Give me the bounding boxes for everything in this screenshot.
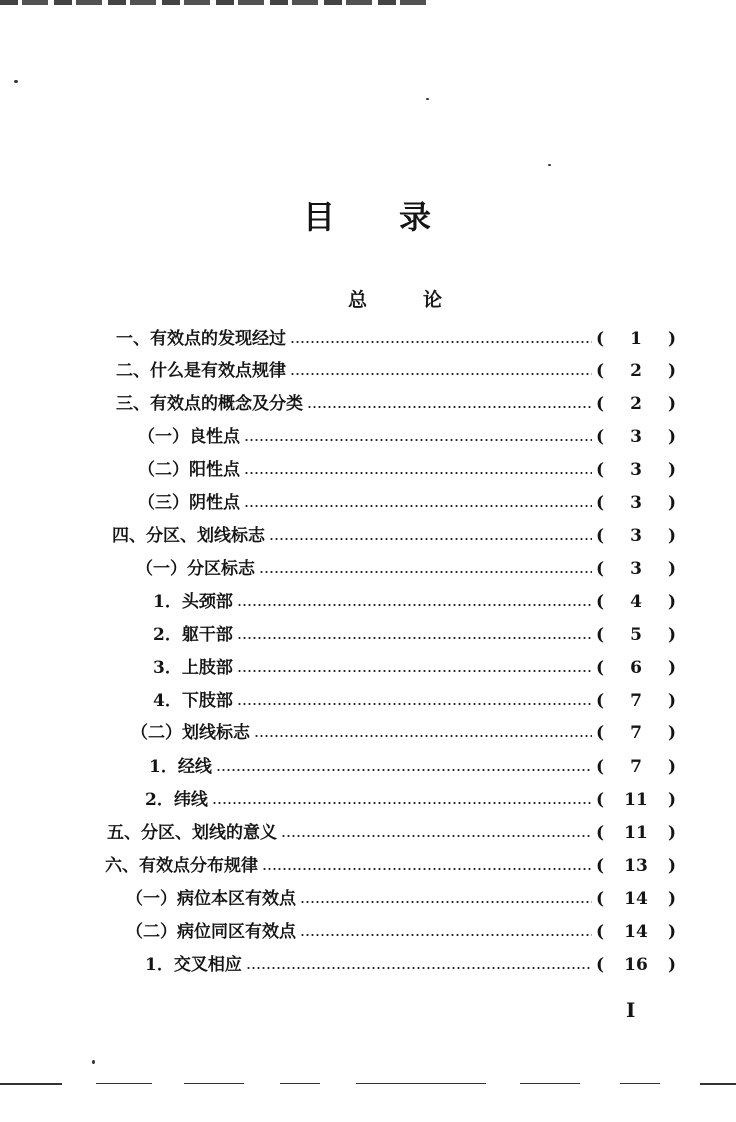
toc-page-number: 14 [624, 889, 648, 909]
toc-entry[interactable] [131, 720, 676, 746]
scan-bottom-artifact [520, 1083, 580, 1084]
toc-entry[interactable] [116, 326, 676, 352]
toc-leader-dots [300, 901, 592, 903]
toc-page-number: 11 [624, 823, 648, 843]
toc-leader-dots [212, 802, 592, 804]
toc-entry-label: 2．躯干部 [153, 625, 233, 645]
toc-entry-label: （一）良性点 [138, 427, 240, 447]
toc-entry[interactable] [126, 886, 676, 912]
toc-entry-page: ( 3 ) [592, 490, 676, 516]
toc-entry-label: 五、分区、划线的意义 [107, 823, 277, 843]
section-heading-char: 总 [347, 289, 367, 311]
toc-entry[interactable] [107, 820, 676, 846]
toc-page-number: 3 [630, 427, 642, 447]
toc-entry-label: 二、什么是有效点规律 [116, 361, 286, 381]
toc-entry-label: 3．上肢部 [153, 658, 233, 678]
toc-entry-page: ( 5 ) [592, 622, 676, 648]
toc-leader-dots [281, 835, 592, 837]
toc-leader-dots [290, 341, 592, 343]
toc-entry-page: ( 4 ) [592, 589, 676, 615]
scan-bottom-artifact [0, 1083, 62, 1085]
scan-bottom-artifact [700, 1083, 736, 1085]
toc-entry-label: （二）阳性点 [138, 460, 240, 480]
toc-entry[interactable] [153, 589, 676, 615]
toc-entry-page: ( 7 ) [592, 754, 676, 780]
toc-entry-label: （三）阴性点 [138, 493, 240, 513]
scan-bottom-artifact [96, 1083, 152, 1084]
toc-page-number: 2 [630, 361, 642, 381]
scan-speck [426, 98, 429, 100]
toc-page-number: 3 [630, 559, 642, 579]
scan-bottom-artifact [356, 1083, 486, 1084]
toc-entry[interactable] [116, 391, 676, 417]
toc-page-number: 7 [630, 723, 642, 743]
toc-entry-label: （二）划线标志 [131, 723, 250, 743]
toc-entry-page: ( 13 ) [592, 853, 676, 879]
toc-entry-page: ( 16 ) [592, 952, 676, 978]
section-heading-char: 论 [423, 289, 443, 311]
toc-entry-page: ( 3 ) [592, 424, 676, 450]
toc-leader-dots [254, 735, 592, 737]
toc-entry[interactable] [116, 358, 676, 384]
toc-entry[interactable] [126, 919, 676, 945]
toc-entry-page: ( 14 ) [592, 919, 676, 945]
toc-leader-dots [259, 571, 592, 573]
toc-entry[interactable] [145, 952, 676, 978]
toc-entry[interactable] [153, 688, 676, 714]
scan-bottom-artifact [280, 1083, 320, 1084]
toc-page-number: 7 [630, 757, 642, 777]
toc-page-number: 6 [630, 658, 642, 678]
toc-entry[interactable] [138, 424, 676, 450]
toc-leader-dots [237, 703, 592, 705]
toc-entry[interactable] [145, 787, 676, 813]
toc-entry-page: ( 7 ) [592, 720, 676, 746]
toc-page-number: 2 [630, 394, 642, 414]
toc-entry-page: ( 2 ) [592, 358, 676, 384]
scan-bottom-artifact [184, 1083, 244, 1084]
toc-entry-page: ( 11 ) [592, 787, 676, 813]
toc-page-number: 3 [630, 493, 642, 513]
toc-entry-page: ( 6 ) [592, 655, 676, 681]
toc-leader-dots [244, 505, 592, 507]
toc-entry-page: ( 7 ) [592, 688, 676, 714]
toc-entry-label: 1．头颈部 [153, 592, 233, 612]
toc-leader-dots [290, 373, 592, 375]
toc-page-number: 1 [630, 329, 642, 349]
toc-entry-label: （二）病位同区有效点 [126, 922, 296, 942]
toc-entry-page: ( 1 ) [592, 326, 676, 352]
toc-entry-label: 一、有效点的发现经过 [116, 329, 286, 349]
page-title-char: 录 [399, 198, 434, 236]
toc-entry[interactable] [153, 622, 676, 648]
toc-entry-page: ( 2 ) [592, 391, 676, 417]
toc-leader-dots [237, 670, 592, 672]
toc-page-number: 3 [630, 526, 642, 546]
scan-bottom-artifact [620, 1083, 660, 1084]
toc-page-number: 13 [624, 856, 648, 876]
toc-leader-dots [244, 472, 592, 474]
toc-leader-dots [237, 637, 592, 639]
page-number: I [626, 998, 636, 1022]
scan-speck [14, 80, 18, 83]
toc-entry-page: ( 3 ) [592, 556, 676, 582]
page-title-char: 目 [302, 198, 337, 236]
toc-entry-page: ( 14 ) [592, 886, 676, 912]
toc-entry-page: ( 3 ) [592, 457, 676, 483]
toc-entry[interactable] [105, 853, 676, 879]
toc-entry[interactable] [153, 655, 676, 681]
toc-entry-label: 2．纬线 [145, 790, 208, 810]
toc-entry-page: ( 3 ) [592, 523, 676, 549]
toc-leader-dots [244, 439, 592, 441]
scan-edge-artifact [0, 0, 430, 5]
toc-page-number: 14 [624, 922, 648, 942]
toc-entry[interactable] [112, 523, 676, 549]
scan-speck [92, 1060, 95, 1064]
section-heading [0, 285, 736, 312]
toc-leader-dots [262, 868, 592, 870]
toc-entry[interactable] [138, 490, 676, 516]
toc-entry-label: 1．经线 [149, 757, 212, 777]
toc-page-number: 7 [630, 691, 642, 711]
toc-leader-dots [246, 967, 592, 969]
toc-entry-label: 四、分区、划线标志 [112, 526, 265, 546]
toc-leader-dots [216, 769, 592, 771]
toc-entry-page: ( 11 ) [592, 820, 676, 846]
toc-entry-label: （一）病位本区有效点 [126, 889, 296, 909]
toc-page-number: 5 [630, 625, 642, 645]
toc-page-number: 3 [630, 460, 642, 480]
toc-entry-label: 1．交叉相应 [145, 955, 242, 975]
toc-entry[interactable] [138, 457, 676, 483]
toc-page-number: 16 [624, 955, 648, 975]
page-title [0, 192, 736, 238]
toc-entry-label: 六、有效点分布规律 [105, 856, 258, 876]
toc-page-number: 4 [630, 592, 642, 612]
toc-entry-label: （一）分区标志 [136, 559, 255, 579]
toc-page-number: 11 [624, 790, 648, 810]
toc-leader-dots [307, 406, 592, 408]
toc-leader-dots [269, 538, 592, 540]
toc-leader-dots [237, 604, 592, 606]
toc-entry-label: 三、有效点的概念及分类 [116, 394, 303, 414]
toc-entry[interactable] [136, 556, 676, 582]
toc-entry-label: 4．下肢部 [153, 691, 233, 711]
toc-entry[interactable] [149, 754, 676, 780]
toc-leader-dots [300, 934, 592, 936]
scan-speck [548, 164, 551, 166]
